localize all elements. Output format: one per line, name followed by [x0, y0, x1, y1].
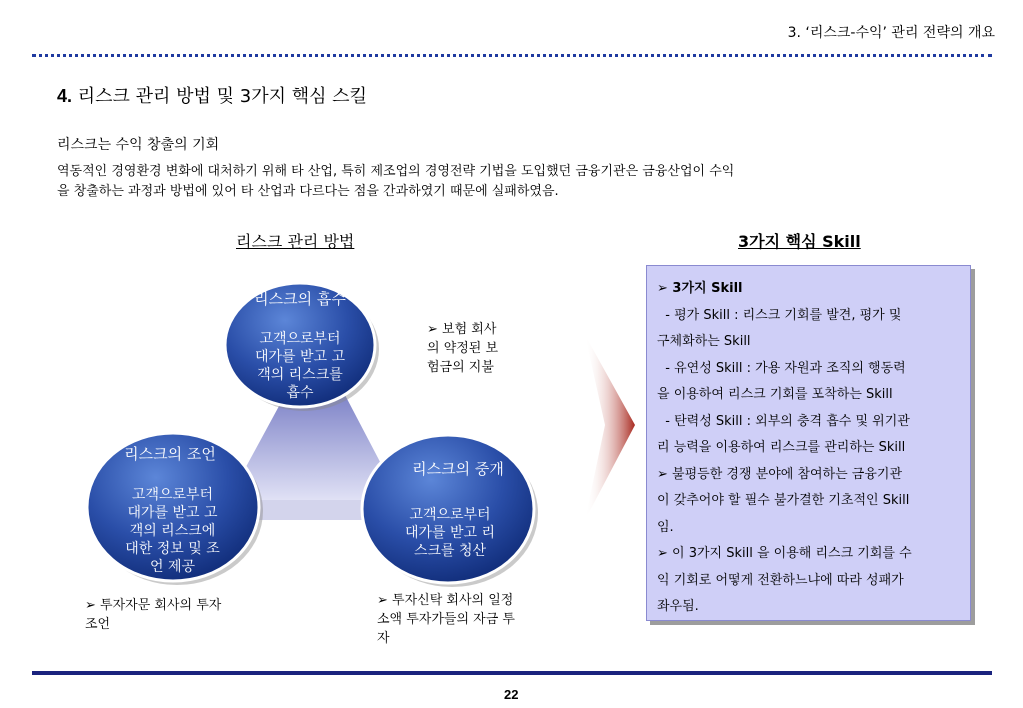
footer-rule [32, 671, 992, 675]
circle-absorb-line-3: 객의 리스크를 [257, 367, 343, 383]
skill-line: 을 이용하여 리스크 기회를 포착하는 Skill [657, 387, 893, 402]
skill-line: - 평가 Skill : 리스크 기회를 발견, 평가 및 [657, 307, 902, 323]
note-trust [377, 591, 515, 648]
section-title-text: 리스크 관리 방법 및 3가지 핵심 스킬 [77, 86, 367, 107]
circle-advise-title: 리스크의 조언 [124, 445, 216, 463]
circle-absorb-body [235, 330, 365, 402]
page-number: 22 [504, 687, 519, 702]
note-insurance-line-3: 험금의 지불 [427, 360, 494, 375]
core-skill-heading: 3가지 핵심 Skill [738, 232, 861, 251]
note-advisory [85, 596, 221, 634]
note-insurance-line-2: 의 약정된 보 [427, 341, 499, 356]
note-trust-line-2: 소액 투자가들의 자금 투 [377, 612, 515, 627]
circle-advise-line-5: 언 제공 [149, 559, 196, 575]
note-insurance-line-1: ➢ 보험 회사 [427, 322, 497, 337]
note-advisory-line-2: 조언 [85, 617, 111, 632]
skill-line: ➢ 불평등한 경쟁 분야에 참여하는 금융기관 [657, 466, 903, 482]
note-trust-line-3: 자 [377, 631, 390, 646]
skill-line: 좌우됨. [657, 599, 699, 614]
transition-arrow [585, 335, 635, 520]
paragraph-line-1: 역동적인 경영환경 변화에 대처하기 위해 타 산업, 특히 제조업의 경영전략 기법을 도입했던 금융기관은 금융산업이 수익 [57, 164, 735, 179]
note-insurance [427, 320, 498, 377]
header-title: 3. ‘리스크-수익’ 관리 전략의 개요 [787, 25, 995, 41]
circle-broker-line-1: 고객으로부터 [409, 507, 491, 523]
circle-broker-body [385, 506, 515, 560]
circle-broker-line-2: 대가를 받고 리 [404, 525, 496, 541]
subheading: 리스크는 수익 창출의 기회 [57, 137, 220, 153]
circle-advise-line-4: 대한 정보 및 조 [125, 541, 220, 557]
section-number: 4. [57, 86, 73, 106]
note-advisory-line-1: ➢ 투자자문 회사의 투자 [85, 598, 222, 613]
circle-broker-line-3: 스크를 청산 [413, 543, 487, 559]
skill-line: 구체화하는 Skill [657, 334, 751, 349]
circle-absorb-line-4: 흡수 [286, 385, 314, 401]
skill-box [646, 265, 971, 621]
paragraph-line-2: 을 창출하는 과정과 방법에 있어 타 산업과 다르다는 점을 간과하였기 때문에 실패하였음. [57, 184, 559, 199]
circle-broker-title: 리스크의 중개 [412, 460, 504, 478]
skill-line: 임. [657, 519, 674, 535]
circle-advise-line-2: 대가를 받고 고 [127, 505, 218, 521]
skill-line: - 유연성 Skill : 가용 자원과 조직의 행동력 [657, 360, 906, 376]
circle-absorb-line-2: 대가를 받고 고 [254, 349, 346, 365]
circle-advise-line-1: 고객으로부터 [131, 487, 214, 503]
circle-absorb-line-1: 고객으로부터 [259, 331, 341, 347]
skill-line: ➢ 3가지 Skill [657, 281, 743, 296]
skill-line: - 탄력성 Skill : 외부의 충격 흡수 및 위기관 [657, 413, 910, 429]
note-trust-line-1: ➢ 투자신탁 회사의 일정 [377, 593, 514, 608]
skill-line: 이 갖추어야 할 필수 불가결한 기초적인 Skill [657, 493, 910, 508]
skill-line: ➢ 이 3가지 Skill 을 이용해 리스크 기회를 수 [657, 546, 912, 561]
skill-line: 익 기회로 어떻게 전환하느냐에 따라 성패가 [657, 572, 904, 588]
circle-advise-body [100, 486, 245, 576]
risk-method-heading: 리스크 관리 방법 [236, 232, 355, 251]
skill-line: 리 능력을 이용하여 리스크를 관리하는 Skill [657, 440, 906, 455]
circle-absorb-title: 리스크의 흡수 [254, 290, 346, 308]
circle-advise-line-3: 객의 리스크에 [129, 523, 216, 539]
